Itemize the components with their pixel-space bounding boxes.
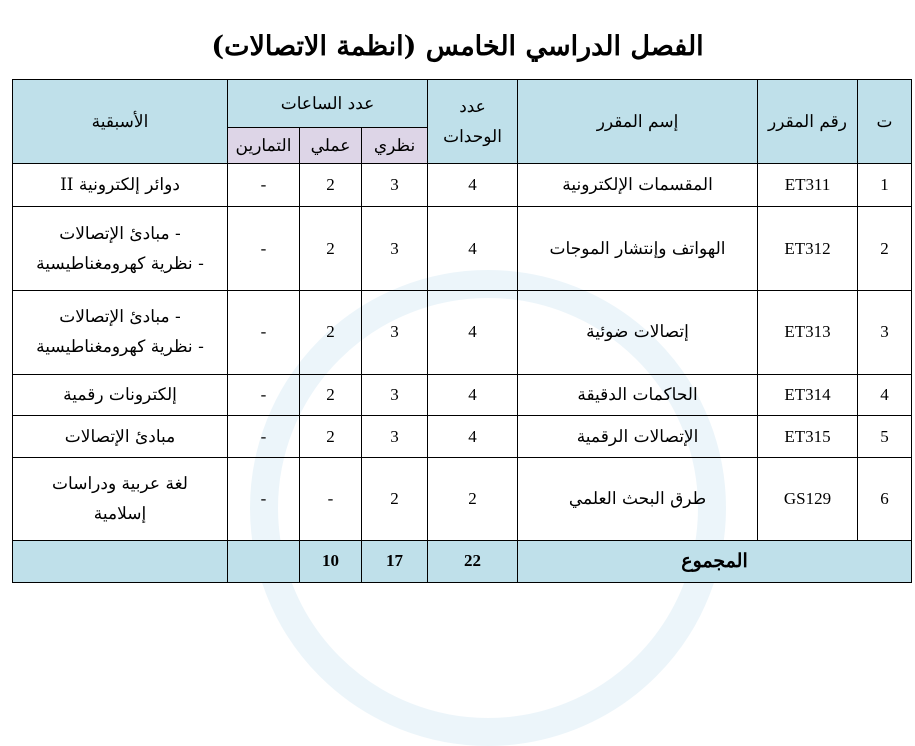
row-course-name: الهواتف وإنتشار الموجات: [518, 207, 758, 290]
row-seq: 2: [858, 207, 912, 290]
row-course-code: ET314: [758, 375, 858, 416]
prerequisite-line: دوائر إلكترونية II: [60, 175, 180, 196]
row-course-code: ET312: [758, 207, 858, 290]
row-exercises: -: [228, 416, 300, 458]
header-hours: عدد الساعات: [228, 80, 428, 128]
row-course-name: الحاكمات الدقيقة: [518, 375, 758, 416]
row-prerequisite: [13, 164, 228, 207]
row-practical: 2: [300, 290, 362, 374]
row-units: 4: [428, 164, 518, 207]
header-units: عدد الوحدات: [428, 80, 518, 164]
row-prerequisite: [13, 290, 228, 374]
totals-label: المجموع: [518, 540, 912, 582]
header-practical: عملي: [300, 128, 362, 164]
row-seq: 4: [858, 375, 912, 416]
table-row: [13, 375, 912, 416]
row-seq: 1: [858, 164, 912, 207]
header-theory: نظري: [362, 128, 428, 164]
row-course-name: الإتصالات الرقمية: [518, 416, 758, 458]
row-units: 4: [428, 416, 518, 458]
row-units: 2: [428, 458, 518, 540]
header-exercises: التمارين: [228, 128, 300, 164]
row-course-name: المقسمات الإلكترونية: [518, 164, 758, 207]
prerequisite-line: إلكترونات رقمية: [63, 385, 177, 406]
prerequisite-line: لغة عربية ودراسات: [52, 474, 188, 495]
totals-theory: 17: [362, 540, 428, 582]
table-row: [13, 207, 912, 290]
row-practical: 2: [300, 416, 362, 458]
row-practical: 2: [300, 164, 362, 207]
row-exercises: -: [228, 290, 300, 374]
curriculum-table: [12, 79, 912, 583]
row-prerequisite: [13, 416, 228, 458]
totals-row: [13, 540, 912, 582]
row-theory: 3: [362, 416, 428, 458]
prerequisite-line: - نظرية كهرومغناطيسية: [36, 253, 204, 274]
header-course-name: إسم المقرر: [518, 80, 758, 164]
row-exercises: -: [228, 375, 300, 416]
totals-exercises: [228, 540, 300, 582]
row-theory: 2: [362, 458, 428, 540]
prerequisite-line: مبادئ الإتصالات: [64, 426, 176, 447]
prerequisite-line: - مبادئ الإتصالات: [59, 223, 181, 244]
row-units: 4: [428, 375, 518, 416]
row-seq: 6: [858, 458, 912, 540]
row-exercises: -: [228, 458, 300, 540]
row-practical: 2: [300, 207, 362, 290]
row-practical: -: [300, 458, 362, 540]
row-prerequisite: [13, 458, 228, 540]
table-row: [13, 164, 912, 207]
row-course-code: ET313: [758, 290, 858, 374]
table-row: [13, 416, 912, 458]
row-theory: 3: [362, 164, 428, 207]
prerequisite-line: - نظرية كهرومغناطيسية: [36, 337, 204, 358]
row-course-name: إتصالات ضوئية: [518, 290, 758, 374]
row-exercises: -: [228, 207, 300, 290]
totals-practical: 10: [300, 540, 362, 582]
table-row: [13, 458, 912, 540]
row-exercises: -: [228, 164, 300, 207]
row-units: 4: [428, 290, 518, 374]
totals-units: 22: [428, 540, 518, 582]
row-theory: 3: [362, 290, 428, 374]
row-course-name: طرق البحث العلمي: [518, 458, 758, 540]
header-course-code: رقم المقرر: [758, 80, 858, 164]
row-seq: 5: [858, 416, 912, 458]
row-course-code: ET315: [758, 416, 858, 458]
header-seq: ت: [858, 80, 912, 164]
totals-prerequisite-empty: [13, 540, 228, 582]
row-theory: 3: [362, 375, 428, 416]
header-prerequisite: الأسبقية: [13, 80, 228, 164]
page-title: الفصل الدراسي الخامس (انظمة الاتصالات): [211, 31, 704, 62]
prerequisite-line: - مبادئ الإتصالات: [59, 307, 181, 328]
row-prerequisite: [13, 207, 228, 290]
row-units: 4: [428, 207, 518, 290]
row-practical: 2: [300, 375, 362, 416]
row-theory: 3: [362, 207, 428, 290]
row-course-code: ET311: [758, 164, 858, 207]
row-course-code: GS129: [758, 458, 858, 540]
prerequisite-line: إسلامية: [93, 504, 147, 525]
row-prerequisite: [13, 375, 228, 416]
row-seq: 3: [858, 290, 912, 374]
table-row: [13, 290, 912, 374]
